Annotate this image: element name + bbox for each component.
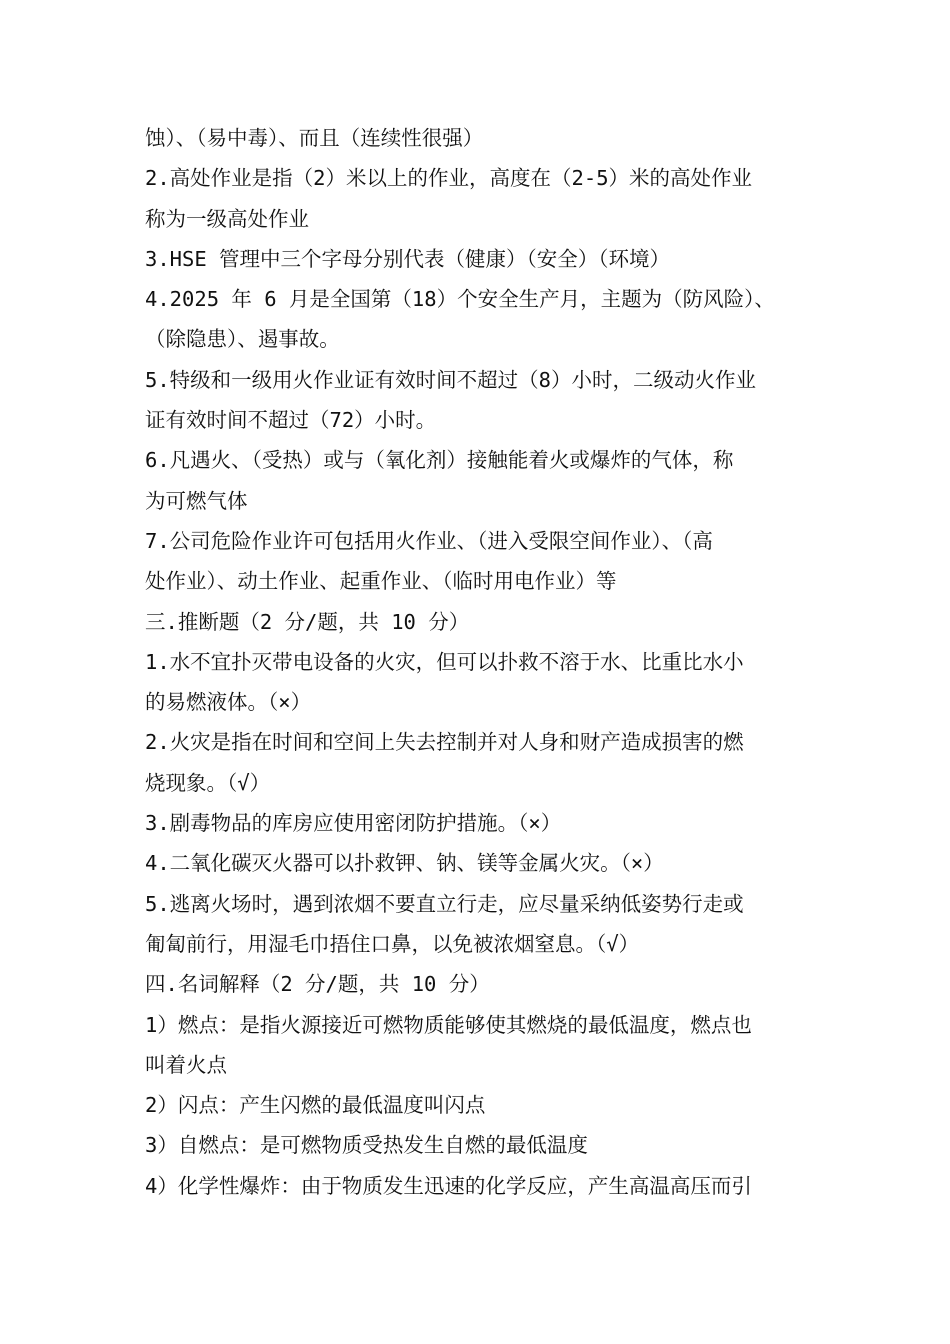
text-line: 的易燃液体。（×） xyxy=(145,690,312,715)
text-line: 叫着火点 xyxy=(145,1052,227,1077)
section-heading: 三.推断题（2 分/题，共 10 分） xyxy=(145,609,470,634)
text-line: 处作业）、动土作业、起重作业、（临时用电作业）等 xyxy=(145,569,617,594)
text-line: 2.火灾是指在时间和空间上失去控制并对人身和财产造成损害的燃 xyxy=(145,730,744,755)
document-body xyxy=(145,118,815,1206)
text-line: 匍匐前行，用湿毛巾捂住口鼻，以免被浓烟窒息。（√） xyxy=(145,931,640,956)
text-line: 5.特级和一级用火作业证有效时间不超过（8）小时，二级动火作业 xyxy=(145,367,757,392)
text-line: 4.2025 年 6 月是全国第（18）个安全生产月，主题为（防风险）、 xyxy=(145,287,775,312)
text-line: 4.二氧化碳灭火器可以扑救钾、钠、镁等金属火灾。（×） xyxy=(145,851,664,876)
text-line: 烧现象。（√） xyxy=(145,770,271,795)
text-line: 6.凡遇火、（受热）或与（氧化剂）接触能着火或爆炸的气体，称 xyxy=(145,448,734,473)
text-line: 2.高处作业是指（2）米以上的作业，高度在（2-5）米的高处作业 xyxy=(145,166,753,191)
text-line: 3.剧毒物品的库房应使用密闭防护措施。（×） xyxy=(145,811,562,836)
text-line: 7.公司危险作业许可包括用火作业、（进入受限空间作业）、（高 xyxy=(145,528,713,553)
text-line: 称为一级高处作业 xyxy=(145,206,309,231)
text-line: 1.水不宜扑灭带电设备的火灾，但可以扑救不溶于水、比重比水小 xyxy=(145,649,744,674)
text-line: 证有效时间不超过（72）小时。 xyxy=(145,408,437,433)
text-line: 5.逃离火场时，遇到浓烟不要直立行走，应尽量采纳低姿势行走或 xyxy=(145,891,744,916)
text-line: 1）燃点：是指火源接近可燃物质能够使其燃烧的最低温度，燃点也 xyxy=(145,1012,752,1037)
text-line: （除隐患）、遏事故。 xyxy=(145,327,340,352)
text-line: 4）化学性爆炸：由于物质发生迅速的化学反应，产生高温高压而引 xyxy=(145,1173,752,1198)
text-line: 3.HSE 管理中三个字母分别代表（健康）（安全）（环境） xyxy=(145,246,671,271)
text-line: 蚀）、（易中毒）、而且（连续性很强） xyxy=(145,126,484,150)
text-line: 2）闪点：产生闪燃的最低温度叫闪点 xyxy=(145,1093,486,1118)
text-line: 3）自燃点：是可燃物质受热发生自燃的最低温度 xyxy=(145,1133,588,1158)
section-heading: 四.名词解释（2 分/题，共 10 分） xyxy=(145,972,490,997)
text-line: 为可燃气体 xyxy=(145,488,248,513)
